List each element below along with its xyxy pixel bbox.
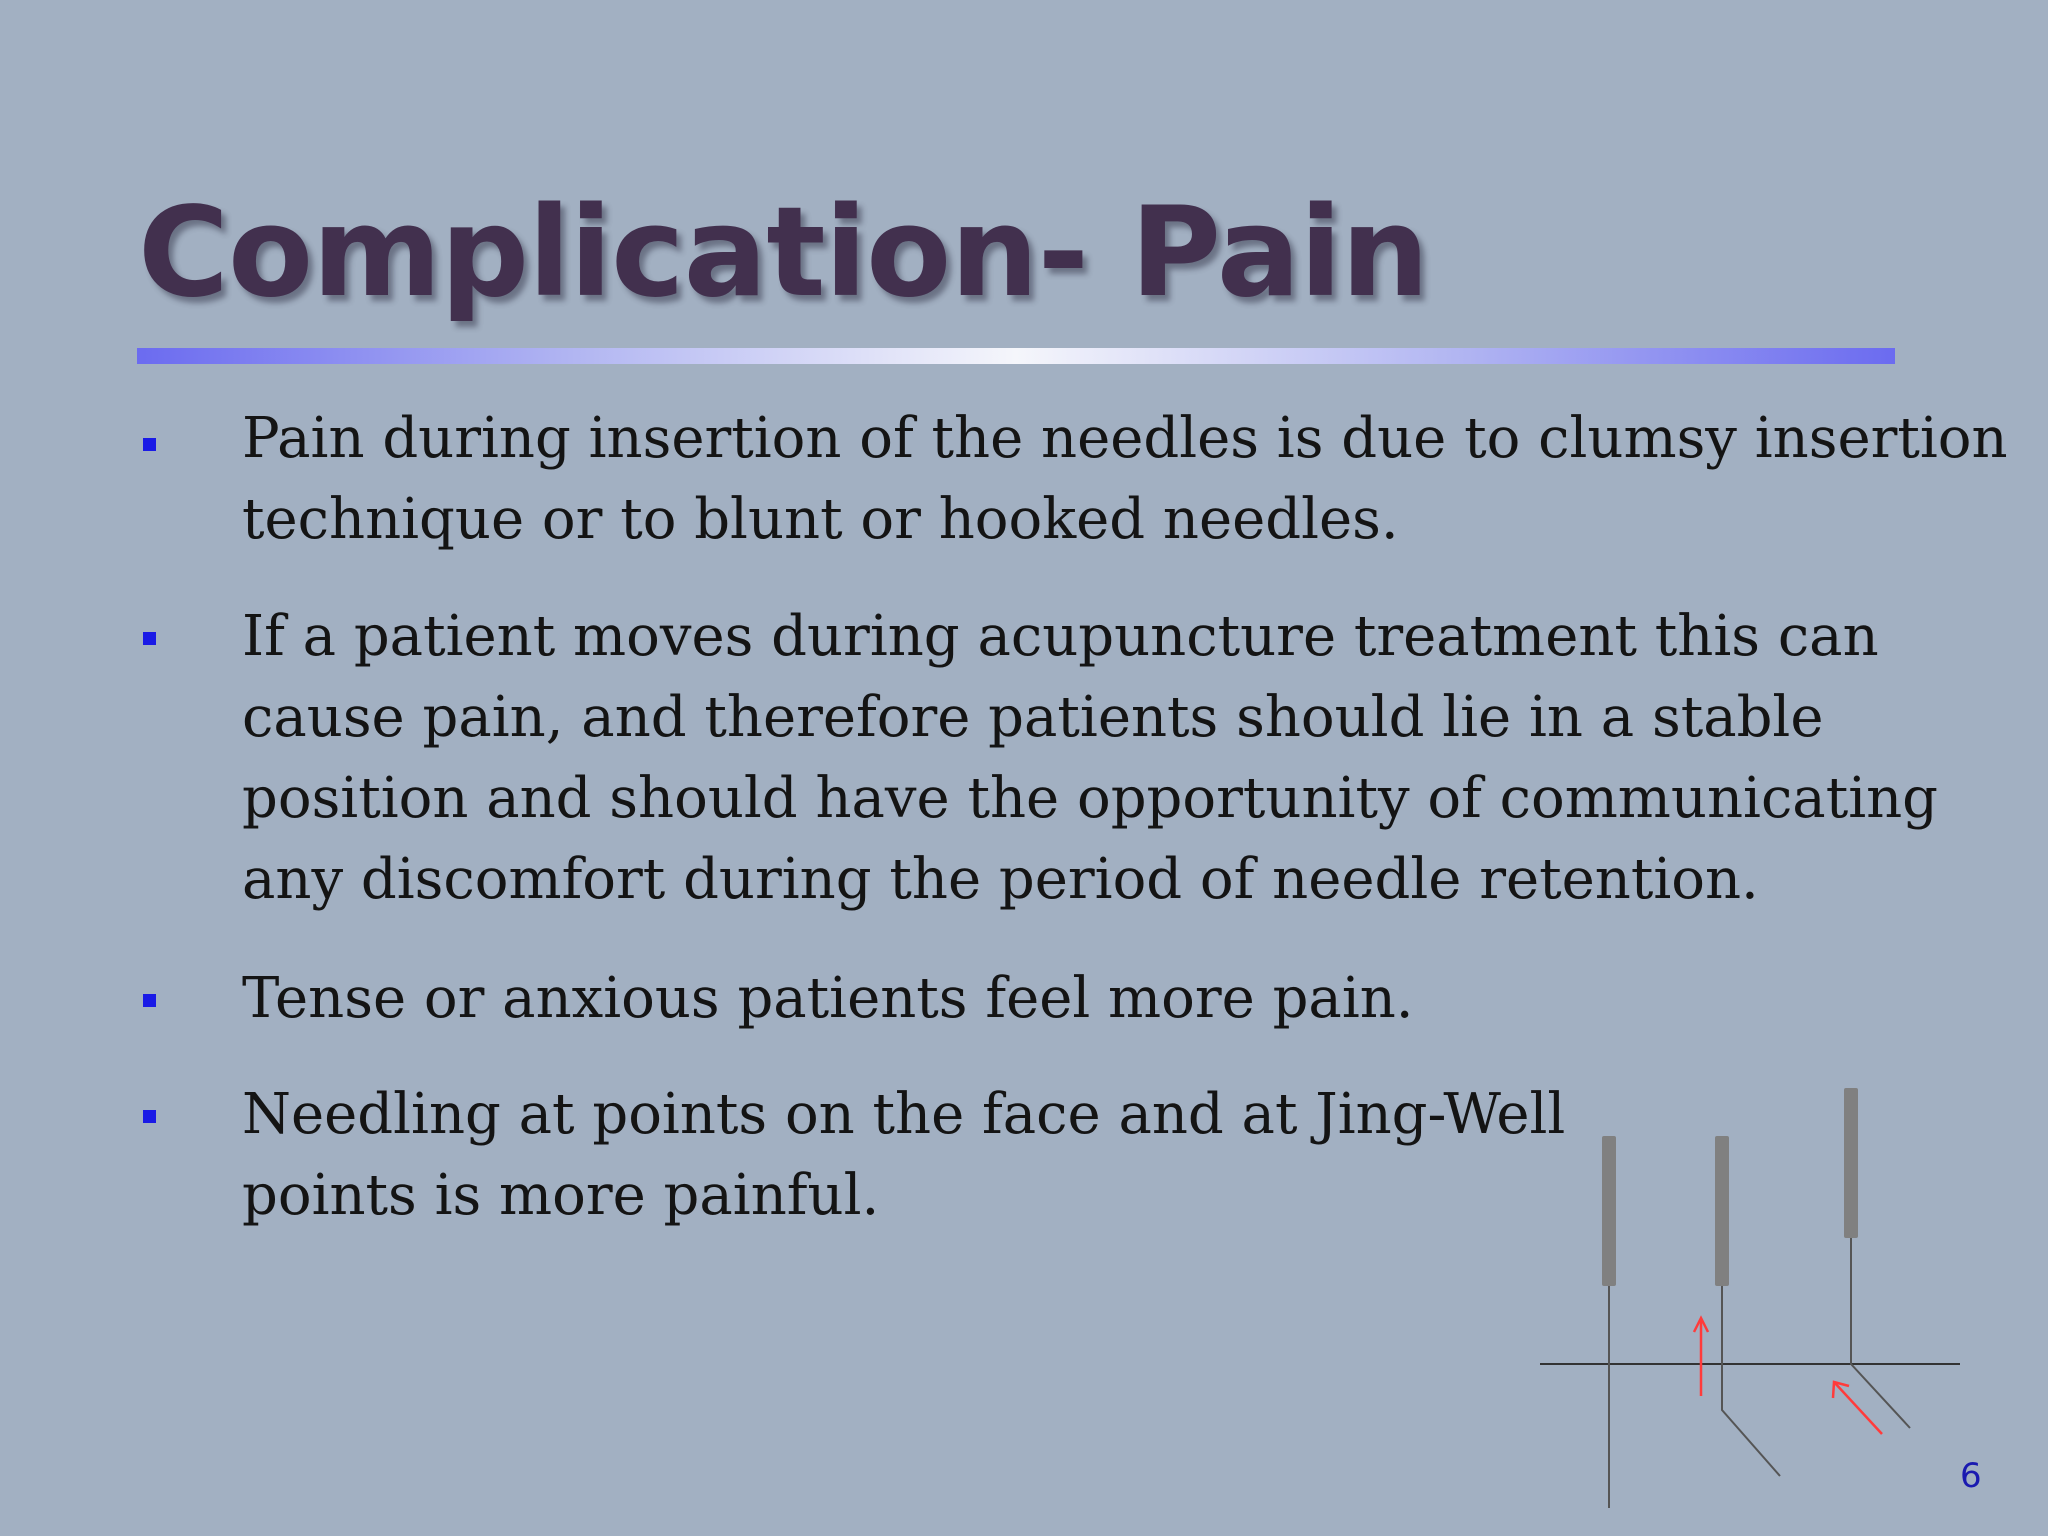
acupuncture-needles-diagram: [1530, 1080, 1970, 1520]
bullet-line: any discomfort during the period of needle retention.: [242, 847, 1759, 912]
bullet-line: technique or to blunt or hooked needles.: [242, 487, 1399, 552]
bullet-line: If a patient moves during acupuncture treatment this can: [242, 604, 1879, 669]
bullet-text: [242, 958, 1892, 1039]
square-bullet-icon: [143, 438, 156, 451]
bent-needle: [1715, 1136, 1780, 1476]
bullet-text: [242, 398, 2008, 560]
bullet-line: cause pain, and therefore patients should lie in a stable: [242, 685, 1824, 750]
title-underline: [137, 348, 1895, 364]
bullet-line: Tense or anxious patients feel more pain.: [242, 966, 1414, 1031]
straight-needle: [1602, 1136, 1616, 1508]
up-arrow-icon: [1694, 1318, 1708, 1396]
angled-needle: [1844, 1088, 1910, 1428]
needle-shaft: [1722, 1286, 1780, 1476]
page-number: 6: [1960, 1456, 1982, 1496]
needle-handle: [1715, 1136, 1729, 1286]
needle-shaft: [1851, 1238, 1910, 1428]
needle-handle: [1602, 1136, 1616, 1286]
bullet-line: position and should have the opportunity of communicating: [242, 766, 1939, 831]
square-bullet-icon: [143, 994, 156, 1007]
bullet-text: [242, 596, 1939, 920]
square-bullet-icon: [143, 632, 156, 645]
square-bullet-icon: [143, 1110, 156, 1123]
bullet-line: Needling at points on the face and at Jing-Well: [242, 1082, 1566, 1147]
needle-handle: [1844, 1088, 1858, 1238]
bullet-line: Pain during insertion of the needles is due to clumsy insertion: [242, 406, 2008, 471]
slide-title: Complication- Pain: [138, 181, 1429, 325]
bullet-line: points is more painful.: [242, 1163, 880, 1228]
